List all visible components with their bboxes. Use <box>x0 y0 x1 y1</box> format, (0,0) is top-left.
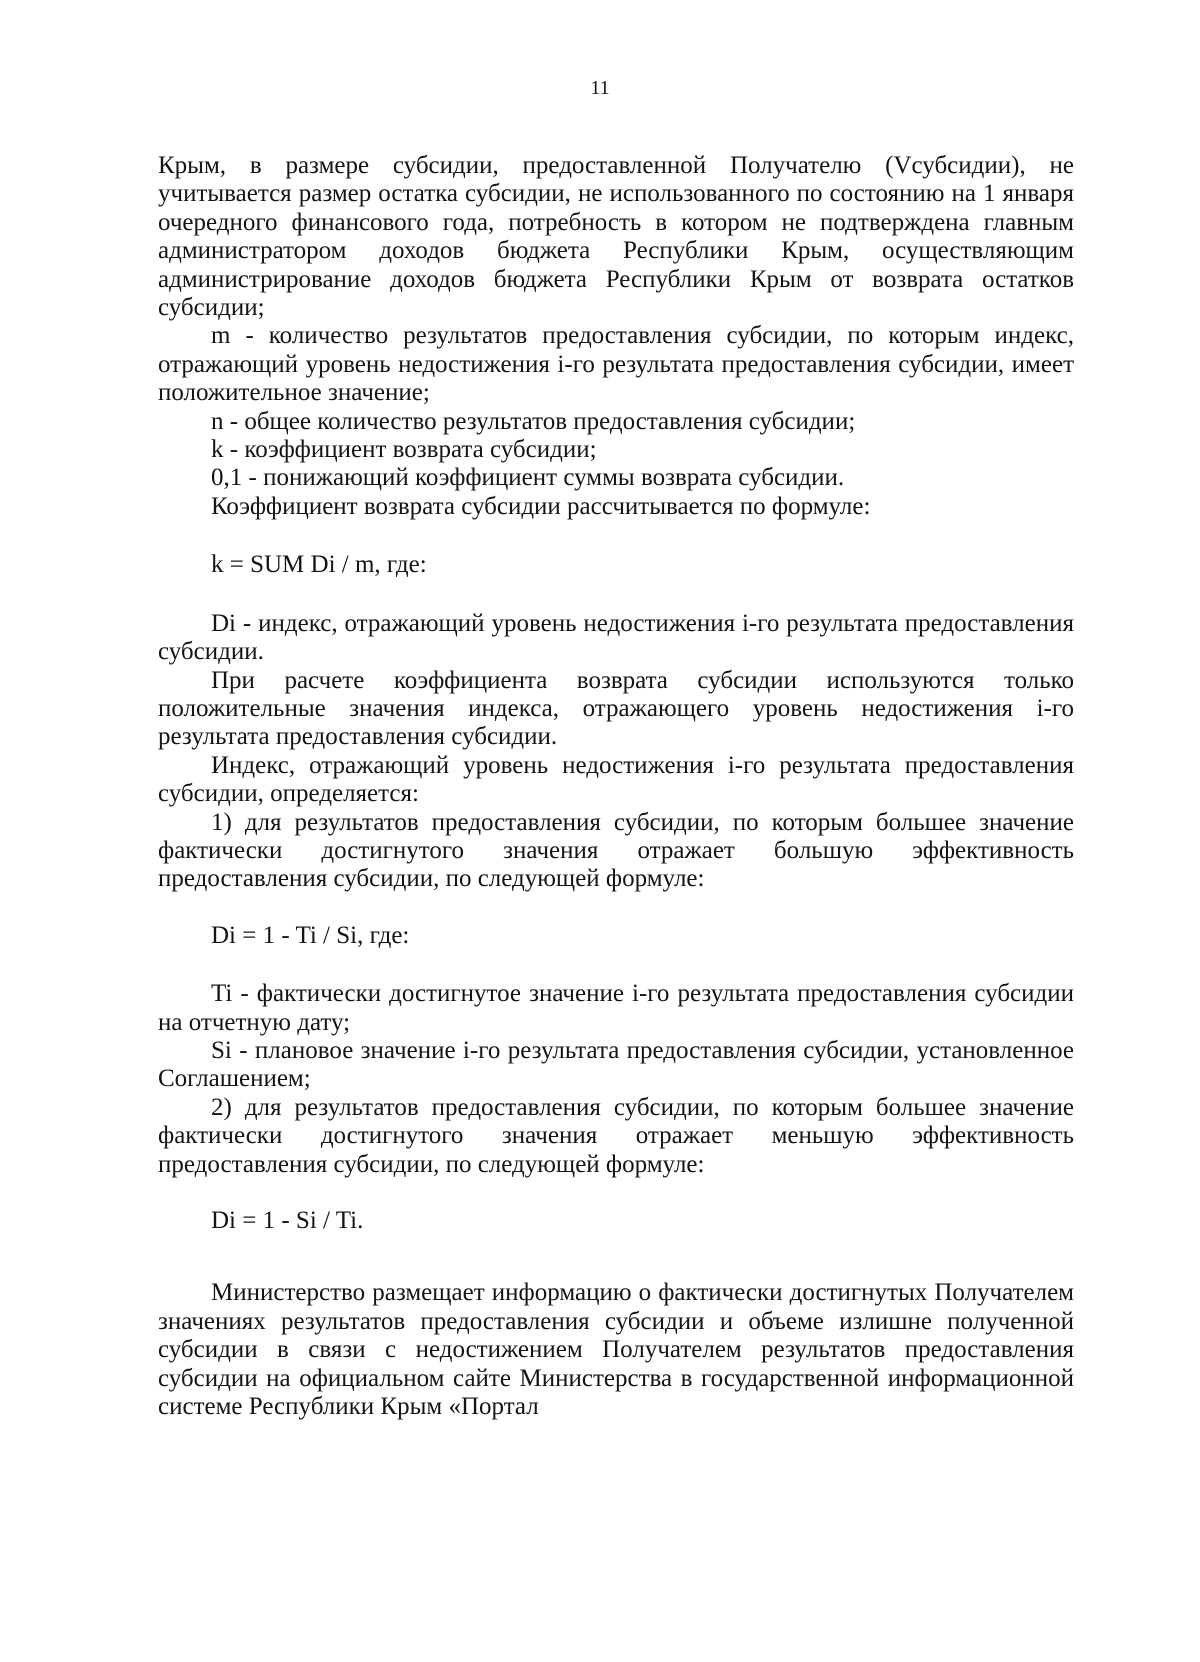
definition-ti: Ti - фактически достигнутое значение i-го результата предоставления субсидии на отчетную дату; <box>158 980 1074 1036</box>
definition-di: Di - индекс, отражающий уровень недостижения i-го результата предоставления субсидии. <box>158 609 1074 666</box>
definition-si: Si - плановое значение i-го результата предоставления субсидии, установленное Соглашением; <box>158 1036 1074 1093</box>
document-body <box>158 152 1074 1421</box>
page-number: 11 <box>590 77 610 99</box>
formula-di-2: Di = 1 - Si / Ti. <box>211 1207 364 1234</box>
paragraph-ministry: Министерство размещает информацию о фактически достигнутых Получателем значениях результатов предоставления субсидии и объеме излишне полученной субсидии в связи с недостижением Получателем результатов предоставления субсидии на официальном сайте Министерства в государственной информационной системе Республики Крым «Портал <box>158 1279 1074 1421</box>
list-item-2: 2) для результатов предоставления субсидии, по которым большее значение фактически достигнутого значения отражает меньшую эффективность предоставления субсидии, по следующей формуле: <box>158 1093 1074 1178</box>
list-item-1: 1) для результатов предоставления субсидии, по которым большее значение фактически достигнутого значения отражает большую эффективность предоставления субсидии, по следующей формуле: <box>158 808 1074 893</box>
formula-di-1: Di = 1 - Ti / Si, где: <box>211 921 410 949</box>
formula-intro: Коэффициент возврата субсидии рассчитывается по формуле: <box>211 492 871 520</box>
definition-m: m - количество результатов предоставления субсидии, по которым индекс, отражающий уровень недостижения i-го результата предоставления субсидии, имеет положительное значение; <box>158 322 1074 407</box>
paragraph-continuation: Крым, в размере субсидии, предоставленной Получателю (Vсубсидии), не учитывается размер остатка субсидии, не использованного по состоянию на 1 января очередного финансового года, потребность в котором не подтверждена главным администратором доходов бюджета Республики Крым, осуществляющим администрирование доходов бюджета Республики Крым от возврата остатков субсидии; <box>158 152 1074 322</box>
definition-coefficient: 0,1 - понижающий коэффициент суммы возврата субсидии. <box>211 464 845 492</box>
definition-k: k - коэффициент возврата субсидии; <box>211 436 597 464</box>
definition-n: n - общее количество результатов предоставления субсидии; <box>211 407 856 435</box>
formula-k: k = SUM Di / m, где: <box>211 551 427 579</box>
paragraph-positive-values: При расчете коэффициента возврата субсидии используются только положительные значения индекса, отражающего уровень недостижения i-го результата предоставления субсидии. <box>158 666 1074 751</box>
paragraph-index-defined: Индекс, отражающий уровень недостижения i-го результата предоставления субсидии, определяется: <box>158 751 1074 808</box>
